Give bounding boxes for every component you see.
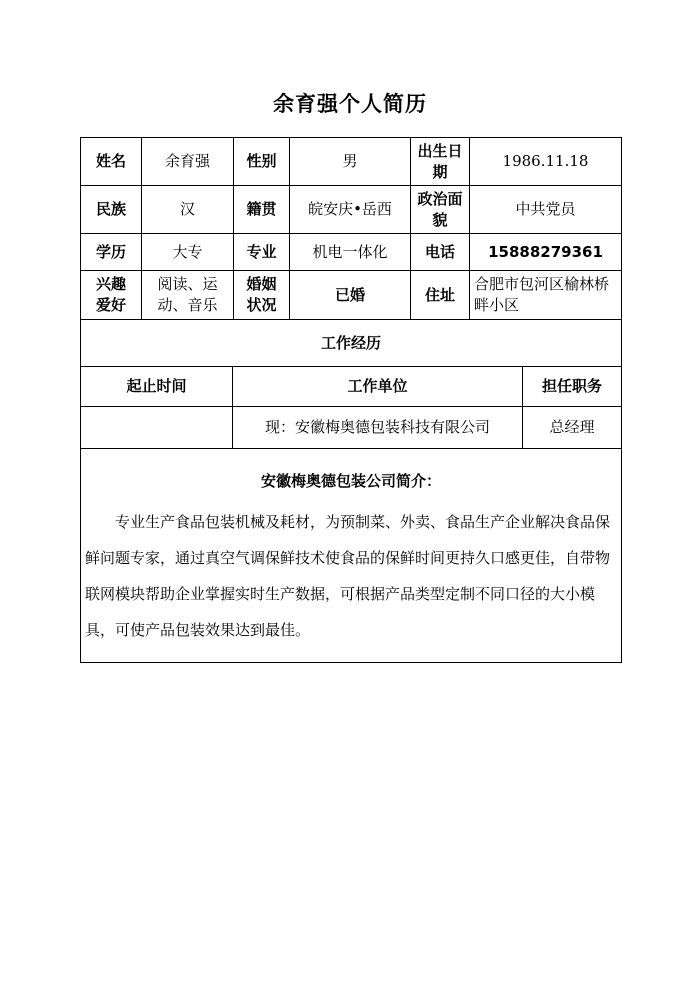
col-position-header: 担任职务 bbox=[523, 367, 622, 407]
address-value: 合肥市包河区榆林桥畔小区 bbox=[470, 271, 622, 320]
birth-label: 出生日期 bbox=[411, 138, 470, 186]
hobby-value: 阅读、运动、音乐 bbox=[142, 271, 234, 320]
work-table bbox=[80, 366, 622, 663]
table-row bbox=[81, 407, 622, 449]
gender-label: 性别 bbox=[234, 138, 290, 186]
education-value: 大专 bbox=[142, 234, 234, 271]
major-label: 专业 bbox=[234, 234, 290, 271]
row-name bbox=[81, 138, 622, 186]
ethnicity-value: 汉 bbox=[142, 186, 234, 234]
intro-body: 专业生产食品包装机械及耗材，为预制菜、外卖、食品生产企业解决食品保鲜问题专家，通过真空气调保鲜技术使食品的保鲜时间更持久口感更佳，自带物联网模块帮助企业掌握实时生产数据，可根据产品类型定制不同口径的大小模具，可使产品包装效果达到最佳。 bbox=[85, 513, 611, 639]
row-hobby bbox=[81, 271, 622, 320]
name-label: 姓名 bbox=[81, 138, 142, 186]
name-value: 余育强 bbox=[142, 138, 234, 186]
intro-cell bbox=[81, 449, 622, 663]
work-company: 现：安徽梅奥德包装科技有限公司 bbox=[233, 407, 523, 449]
phone-value: 15888279361 bbox=[470, 234, 622, 271]
row-work-section bbox=[81, 320, 622, 367]
work-section-title: 工作经历 bbox=[81, 320, 622, 367]
native-value: 皖安庆•岳西 bbox=[290, 186, 411, 234]
intro-title: 安徽梅奥德包装公司简介： bbox=[260, 472, 441, 490]
row-ethnicity bbox=[81, 186, 622, 234]
work-header-row bbox=[81, 367, 622, 407]
education-label: 学历 bbox=[81, 234, 142, 271]
gender-value: 男 bbox=[290, 138, 411, 186]
political-value: 中共党员 bbox=[470, 186, 622, 234]
birth-value: 1986.11.18 bbox=[470, 138, 622, 186]
marital-label: 婚姻状况 bbox=[234, 271, 290, 320]
col-company-header: 工作单位 bbox=[233, 367, 523, 407]
ethnicity-label: 民族 bbox=[81, 186, 142, 234]
resume-table bbox=[80, 137, 622, 367]
marital-value: 已婚 bbox=[290, 271, 411, 320]
intro-row bbox=[81, 449, 622, 663]
work-period bbox=[81, 407, 233, 449]
col-period-header: 起止时间 bbox=[81, 367, 233, 407]
work-position: 总经理 bbox=[523, 407, 622, 449]
phone-label: 电话 bbox=[411, 234, 470, 271]
native-label: 籍贯 bbox=[234, 186, 290, 234]
major-value: 机电一体化 bbox=[290, 234, 411, 271]
hobby-label: 兴趣爱好 bbox=[81, 271, 142, 320]
political-label: 政治面貌 bbox=[411, 186, 470, 234]
address-label: 住址 bbox=[411, 271, 470, 320]
resume-title: 余育强个人简历 bbox=[273, 91, 427, 116]
row-education bbox=[81, 234, 622, 271]
